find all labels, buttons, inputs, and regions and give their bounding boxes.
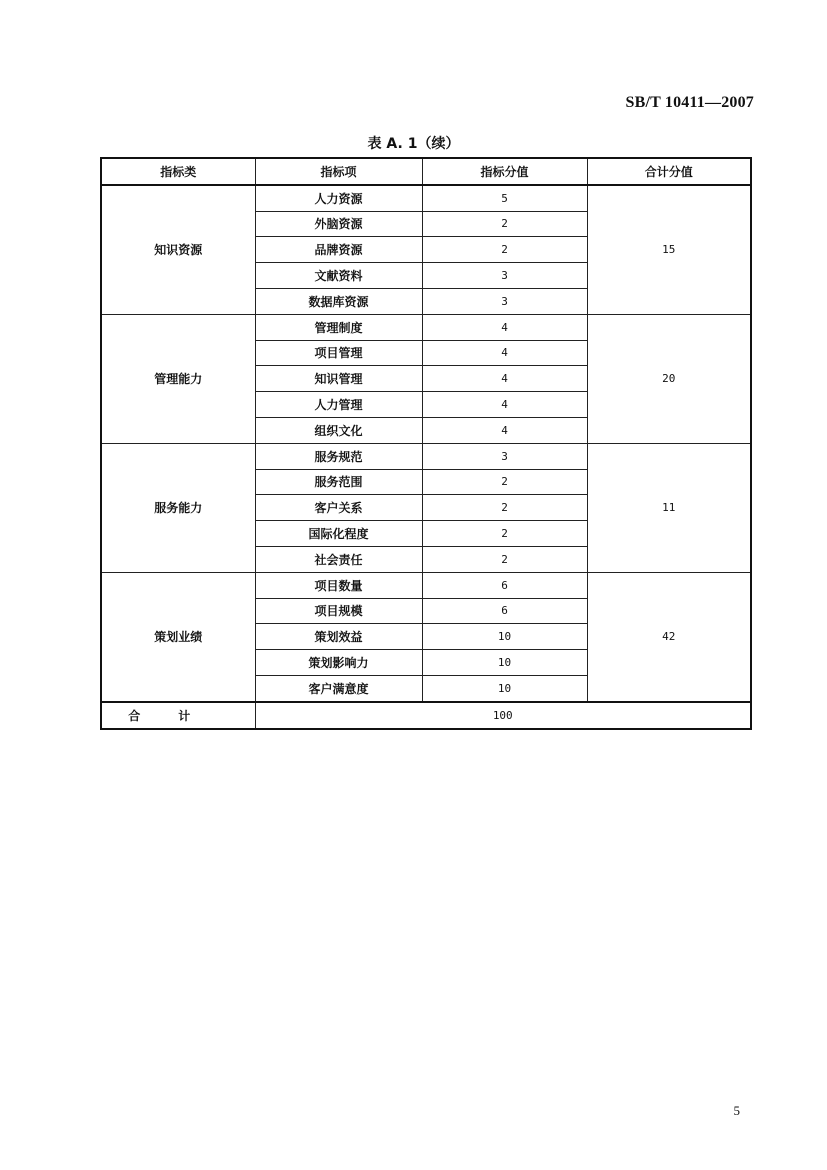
- item-score-cell: 3: [422, 288, 587, 314]
- item-score-cell: 3: [422, 443, 587, 469]
- item-score-cell: 4: [422, 392, 587, 418]
- category-cell: 知识资源: [101, 185, 255, 314]
- item-name-cell: 策划影响力: [255, 650, 422, 676]
- subtotal-cell: 11: [587, 443, 751, 572]
- item-score-cell: 3: [422, 263, 587, 289]
- item-score-cell: 2: [422, 495, 587, 521]
- table-row: [101, 185, 751, 211]
- item-name-cell: 文献资料: [255, 263, 422, 289]
- column-header-subtotal: 合计分值: [587, 158, 751, 185]
- item-score-cell: 4: [422, 417, 587, 443]
- item-name-cell: 管理制度: [255, 314, 422, 340]
- category-cell: 管理能力: [101, 314, 255, 443]
- item-score-cell: 5: [422, 185, 587, 211]
- item-name-cell: 品牌资源: [255, 237, 422, 263]
- subtotal-cell: 42: [587, 572, 751, 701]
- item-score-cell: 10: [422, 624, 587, 650]
- item-score-cell: 4: [422, 366, 587, 392]
- item-score-cell: 4: [422, 340, 587, 366]
- item-name-cell: 组织文化: [255, 417, 422, 443]
- item-name-cell: 项目规模: [255, 598, 422, 624]
- total-value-cell: 100: [255, 702, 751, 729]
- subtotal-cell: 15: [587, 185, 751, 314]
- subtotal-cell: 20: [587, 314, 751, 443]
- item-name-cell: 人力管理: [255, 392, 422, 418]
- item-name-cell: 项目数量: [255, 572, 422, 598]
- item-score-cell: 2: [422, 237, 587, 263]
- item-name-cell: 知识管理: [255, 366, 422, 392]
- category-cell: 策划业绩: [101, 572, 255, 701]
- item-name-cell: 客户关系: [255, 495, 422, 521]
- total-label-cell: 合计: [101, 702, 255, 729]
- item-score-cell: 6: [422, 598, 587, 624]
- column-header-category: 指标类: [101, 158, 255, 185]
- item-score-cell: 4: [422, 314, 587, 340]
- page-number: 5: [733, 1103, 740, 1118]
- item-name-cell: 社会责任: [255, 546, 422, 572]
- item-score-cell: 2: [422, 469, 587, 495]
- item-score-cell: 10: [422, 650, 587, 676]
- table-row: [101, 443, 751, 469]
- table-caption: 表 A. 1（续）: [367, 136, 460, 152]
- item-name-cell: 国际化程度: [255, 521, 422, 547]
- standard-code: SB/T 10411—2007: [625, 94, 754, 111]
- item-name-cell: 外脑资源: [255, 211, 422, 237]
- category-cell: 服务能力: [101, 443, 255, 572]
- item-score-cell: 2: [422, 546, 587, 572]
- table-row: [101, 314, 751, 340]
- item-score-cell: 2: [422, 211, 587, 237]
- item-score-cell: 10: [422, 675, 587, 701]
- item-name-cell: 服务范围: [255, 469, 422, 495]
- total-row: [101, 702, 751, 729]
- item-name-cell: 策划效益: [255, 624, 422, 650]
- item-name-cell: 数据库资源: [255, 288, 422, 314]
- evaluation-index-table: [100, 157, 752, 730]
- item-name-cell: 人力资源: [255, 185, 422, 211]
- column-header-score: 指标分值: [422, 158, 587, 185]
- table-row: [101, 572, 751, 598]
- item-score-cell: 6: [422, 572, 587, 598]
- item-name-cell: 服务规范: [255, 443, 422, 469]
- column-header-item: 指标项: [255, 158, 422, 185]
- table-header-row: [101, 158, 751, 185]
- item-name-cell: 客户满意度: [255, 675, 422, 701]
- item-score-cell: 2: [422, 521, 587, 547]
- item-name-cell: 项目管理: [255, 340, 422, 366]
